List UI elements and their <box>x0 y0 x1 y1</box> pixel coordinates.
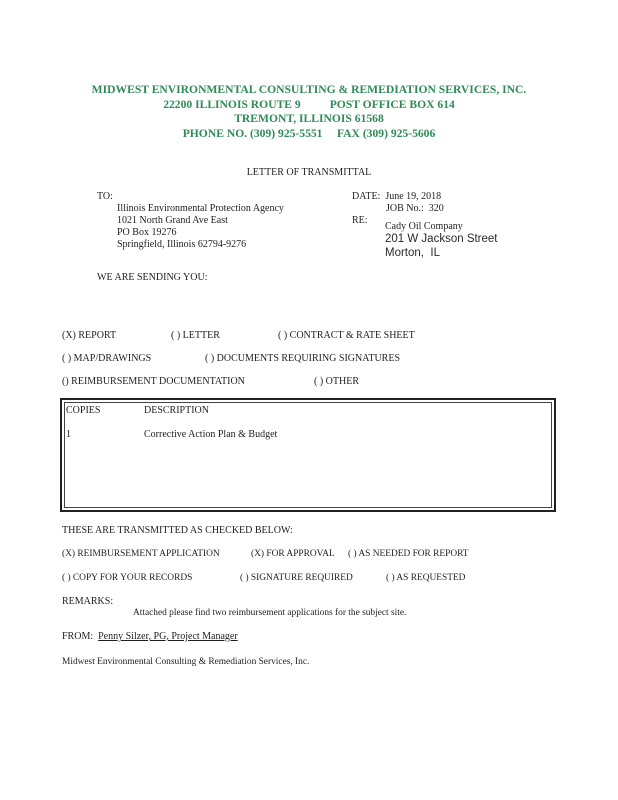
re-company: Cady Oil Company <box>385 221 463 232</box>
check-copy-for-records: ( ) COPY FOR YOUR RECORDS <box>62 573 193 583</box>
table-cell-copies: 1 <box>66 429 71 440</box>
document-title: LETTER OF TRANSMITTAL <box>246 167 372 178</box>
option-map-drawings: ( ) MAP/DRAWINGS <box>62 353 152 364</box>
table-inner-border <box>64 402 552 508</box>
copies-description-table <box>60 398 556 512</box>
option-contract-rate-sheet: ( ) CONTRACT & RATE SHEET <box>278 330 415 341</box>
re-street: 201 W Jackson Street <box>385 233 498 245</box>
check-as-requested: ( ) AS REQUESTED <box>386 573 466 583</box>
to-address-line: Illinois Environmental Protection Agency <box>117 203 284 214</box>
job-label: JOB No.: <box>386 203 424 214</box>
table-cell-description: Corrective Action Plan & Budget <box>144 429 278 440</box>
to-label: TO: <box>97 191 113 202</box>
check-signature-required: ( ) SIGNATURE REQUIRED <box>240 573 353 583</box>
remarks-label: REMARKS: <box>62 596 114 607</box>
company-phone-fax: PHONE NO. (309) 925-5551 FAX (309) 925-5606 <box>182 126 436 140</box>
footer-company: Midwest Environmental Consulting & Remediation Services, Inc. <box>62 657 310 667</box>
option-reimbursement-documentation: () REIMBURSEMENT DOCUMENTATION <box>62 376 245 387</box>
check-reimbursement-application: (X) REIMBURSEMENT APPLICATION <box>62 549 220 559</box>
to-address-line: PO Box 19276 <box>117 227 177 238</box>
check-as-needed-for-report: ( ) AS NEEDED FOR REPORT <box>348 549 469 559</box>
from-label: FROM: <box>62 631 94 642</box>
table-header-description: DESCRIPTION <box>144 405 210 416</box>
company-address: 22200 ILLINOIS ROUTE 9 POST OFFICE BOX 614 <box>163 97 455 111</box>
to-address-line: 1021 North Grand Ave East <box>117 215 228 226</box>
option-documents-signatures: ( ) DOCUMENTS REQUIRING SIGNATURES <box>205 353 400 364</box>
transmitted-label: THESE ARE TRANSMITTED AS CHECKED BELOW: <box>62 525 293 536</box>
option-other: ( ) OTHER <box>314 376 359 387</box>
re-label: RE: <box>352 215 368 226</box>
option-letter: ( ) LETTER <box>171 330 220 341</box>
check-for-approval: (X) FOR APPROVAL <box>251 549 335 559</box>
from-value: Penny Silzer, PG, Project Manager <box>98 631 238 642</box>
date-field <box>352 191 441 203</box>
date-label: DATE: <box>352 191 381 202</box>
re-city: Morton, IL <box>385 247 440 259</box>
job-field <box>386 203 444 215</box>
from-field <box>62 631 238 643</box>
date-value: June 19, 2018 <box>385 191 442 202</box>
option-report: (X) REPORT <box>62 330 117 341</box>
remarks-text: Attached please find two reimbursement applications for the subject site. <box>133 608 407 618</box>
company-name: MIDWEST ENVIRONMENTAL CONSULTING & REMEDIATION SERVICES, INC. <box>91 83 527 96</box>
table-header-copies: COPIES <box>66 405 101 416</box>
company-city: TREMONT, ILLINOIS 61568 <box>234 112 384 125</box>
job-value: 320 <box>428 203 444 214</box>
sending-label: WE ARE SENDING YOU: <box>97 272 208 283</box>
to-address-line: Springfield, Illinois 62794-9276 <box>117 239 247 250</box>
